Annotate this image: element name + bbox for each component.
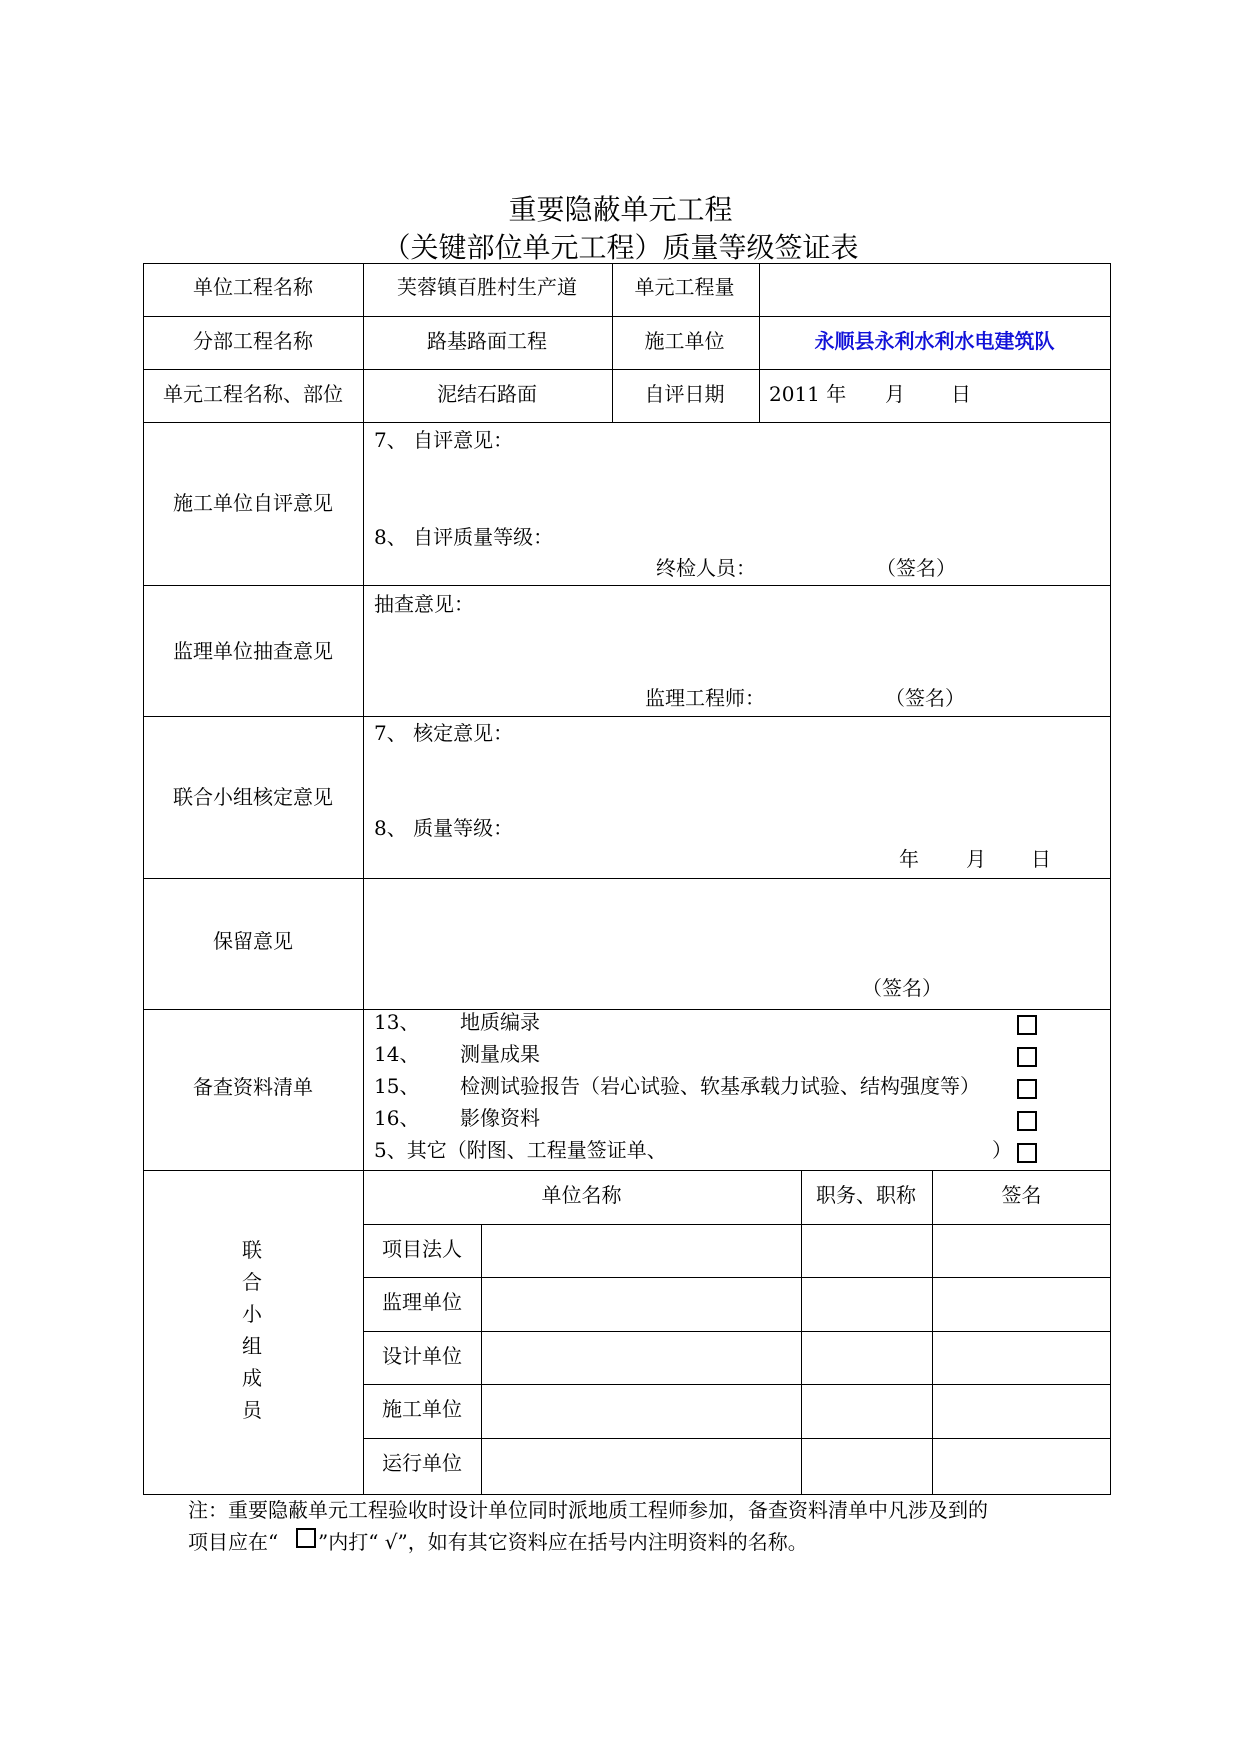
reserve-sign: （签名） (862, 976, 942, 1000)
note-checkbox-icon (296, 1528, 316, 1548)
joint-label: 联合小组核定意见 (173, 785, 333, 809)
joint-opinion: 7、 核定意见： (374, 721, 514, 745)
self-eval-date-day: 日 (951, 382, 971, 406)
form-table (143, 263, 1111, 1495)
self-eval-sign: （签名） (876, 556, 956, 580)
self-eval-inspector: 终检人员： (656, 556, 756, 580)
checklist-item-num: 14、 (374, 1042, 420, 1066)
self-eval-opinion: 7、 自评意见： (374, 428, 514, 452)
members-header-unit: 单位名称 (541, 1183, 622, 1207)
checklist-item-text: 地质编录 (460, 1010, 540, 1034)
note-line2-start: 项目应在“ (188, 1530, 279, 1554)
checklist-other-close: ） (992, 1138, 1012, 1162)
supervision-engineer: 监理工程师： (645, 686, 765, 710)
division-project-name-value: 路基路面工程 (427, 329, 547, 353)
members-row-label: 设计单位 (382, 1344, 462, 1368)
self-eval-label: 施工单位自评意见 (173, 491, 333, 515)
checklist-checkbox[interactable] (1017, 1111, 1037, 1131)
checklist-item-text: 检测试验报告（岩心试验、软基承载力试验、结构强度等） (460, 1074, 980, 1098)
self-eval-quality-grade: 8、 自评质量等级： (374, 525, 554, 549)
supervision-opinion: 抽查意见： (374, 592, 474, 616)
division-project-name-label: 分部工程名称 (193, 329, 313, 353)
unit-project-name-value: 芙蓉镇百胜村生产道 (397, 275, 577, 299)
members-row-label: 运行单位 (382, 1451, 462, 1475)
checklist-checkbox[interactable] (1017, 1015, 1037, 1035)
joint-month: 月 (966, 847, 986, 871)
construction-unit-label: 施工单位 (644, 329, 725, 353)
members-label-char: 小 (242, 1302, 262, 1326)
unit-project-name-label: 单位工程名称 (193, 275, 313, 299)
checklist-checkbox[interactable] (1017, 1047, 1037, 1067)
members-label-char: 合 (242, 1270, 262, 1294)
members-label-char: 成 (242, 1366, 262, 1390)
element-name-label: 单元工程名称、部位 (163, 382, 343, 406)
supervision-label: 监理单位抽查意见 (173, 639, 333, 663)
checklist-item-num: 15、 (374, 1074, 420, 1098)
construction-unit-value: 永顺县永利水利水电建筑队 (814, 329, 1055, 353)
members-label-char: 组 (242, 1334, 262, 1358)
checklist-checkbox[interactable] (1017, 1143, 1037, 1163)
joint-day: 日 (1031, 847, 1051, 871)
checklist-item-text: 5、其它（附图、工程量签证单、 (374, 1138, 667, 1162)
checklist-item-num: 16、 (374, 1106, 420, 1130)
members-header-title: 职务、职称 (816, 1183, 916, 1207)
unit-quantity-label: 单元工程量 (634, 275, 735, 299)
form-title-line1: 重要隐蔽单元工程 (508, 193, 733, 226)
checklist-checkbox[interactable] (1017, 1079, 1037, 1099)
members-row-label: 施工单位 (382, 1397, 462, 1421)
joint-year: 年 (899, 847, 919, 871)
members-header-sign: 签名 (1001, 1183, 1042, 1207)
supervision-sign: （签名） (885, 686, 965, 710)
self-eval-date-month: 月 (885, 382, 905, 406)
note-line1: 注：重要隐蔽单元工程验收时设计单位同时派地质工程师参加，备查资料清单中凡涉及到的 (188, 1498, 988, 1522)
checklist-label: 备查资料清单 (193, 1075, 313, 1099)
checklist-item-num: 13、 (374, 1010, 420, 1034)
reserve-label: 保留意见 (213, 929, 293, 953)
checklist-item-text: 测量成果 (460, 1042, 540, 1066)
element-name-value: 泥结石路面 (437, 382, 537, 406)
members-row-label: 项目法人 (382, 1237, 462, 1261)
form-title-line2: （关键部位单元工程）质量等级签证表 (382, 231, 859, 264)
checklist-item-text: 影像资料 (460, 1106, 540, 1130)
members-label-char: 员 (242, 1398, 262, 1422)
self-eval-date-label: 自评日期 (644, 382, 725, 406)
members-row-label: 监理单位 (382, 1290, 462, 1314)
members-label-char: 联 (242, 1238, 262, 1262)
self-eval-date-year: 2011 年 (769, 382, 847, 406)
joint-quality-grade: 8、 质量等级： (374, 816, 514, 840)
note-line2-end: ”内打“ √”，如有其它资料应在括号内注明资料的名称。 (318, 1530, 808, 1554)
